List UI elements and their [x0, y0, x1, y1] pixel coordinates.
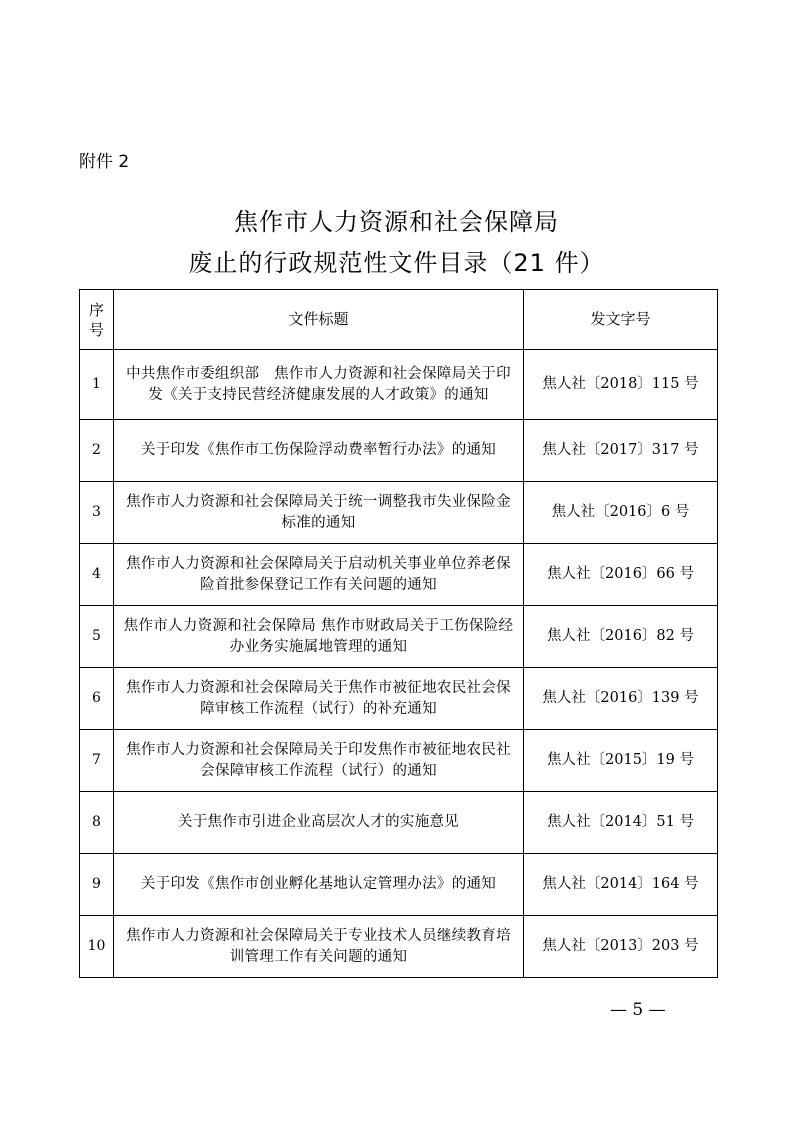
table-row [80, 350, 718, 420]
row-title: 焦作市人力资源和社会保障局关于专业技术人员继续教育培训管理工作有关问题的通知 [114, 916, 524, 978]
document-title-line2: 废止的行政规范性文件目录（21 件） [188, 249, 605, 277]
page-number: — 5 — [610, 1000, 666, 1020]
header-doc-no: 发文字号 [524, 290, 718, 350]
row-title: 关于印发《焦作市工伤保险浮动费率暂行办法》的通知 [114, 420, 524, 482]
table-row [80, 916, 718, 978]
row-doc-no: 焦人社〔2016〕66 号 [524, 544, 718, 606]
row-doc-no: 焦人社〔2016〕139 号 [524, 668, 718, 730]
table-row [80, 730, 718, 792]
row-doc-no: 焦人社〔2016〕6 号 [524, 482, 718, 544]
table-row [80, 420, 718, 482]
row-seq: 5 [80, 606, 114, 668]
row-doc-no: 焦人社〔2016〕82 号 [524, 606, 718, 668]
row-doc-no: 焦人社〔2013〕203 号 [524, 916, 718, 978]
row-title: 中共焦作市委组织部 焦作市人力资源和社会保障局关于印发《关于支持民营经济健康发展的人才政策》的通知 [114, 350, 524, 420]
row-title: 关于焦作市引进企业高层次人才的实施意见 [114, 792, 524, 854]
table-row [80, 854, 718, 916]
row-title: 焦作市人力资源和社会保障局关于启动机关事业单位养老保险首批参保登记工作有关问题的通知 [114, 544, 524, 606]
attachment-label: 附件 2 [79, 152, 130, 172]
row-doc-no: 焦人社〔2015〕19 号 [524, 730, 718, 792]
table-row [80, 482, 718, 544]
row-doc-no: 焦人社〔2014〕51 号 [524, 792, 718, 854]
row-title: 关于印发《焦作市创业孵化基地认定管理办法》的通知 [114, 854, 524, 916]
row-seq: 6 [80, 668, 114, 730]
table-row [80, 544, 718, 606]
document-title-line1: 焦作市人力资源和社会保障局 [234, 208, 559, 236]
table-row [80, 792, 718, 854]
abolished-documents-table [79, 289, 718, 978]
row-seq: 10 [80, 916, 114, 978]
header-title: 文件标题 [114, 290, 524, 350]
row-doc-no: 焦人社〔2014〕164 号 [524, 854, 718, 916]
row-seq: 9 [80, 854, 114, 916]
row-doc-no: 焦人社〔2017〕317 号 [524, 420, 718, 482]
row-doc-no: 焦人社〔2018〕115 号 [524, 350, 718, 420]
table-row [80, 606, 718, 668]
row-seq: 4 [80, 544, 114, 606]
table-header-row [80, 290, 718, 350]
row-seq: 7 [80, 730, 114, 792]
row-seq: 3 [80, 482, 114, 544]
row-title: 焦作市人力资源和社会保障局关于统一调整我市失业保险金标准的通知 [114, 482, 524, 544]
row-seq: 1 [80, 350, 114, 420]
row-seq: 2 [80, 420, 114, 482]
header-seq: 序号 [80, 290, 114, 350]
row-title: 焦作市人力资源和社会保障局关于焦作市被征地农民社会保障审核工作流程（试行）的补充通知 [114, 668, 524, 730]
table-row [80, 668, 718, 730]
row-title: 焦作市人力资源和社会保障局 焦作市财政局关于工伤保险经办业务实施属地管理的通知 [114, 606, 524, 668]
row-seq: 8 [80, 792, 114, 854]
row-title: 焦作市人力资源和社会保障局关于印发焦作市被征地农民社会保障审核工作流程（试行）的通知 [114, 730, 524, 792]
